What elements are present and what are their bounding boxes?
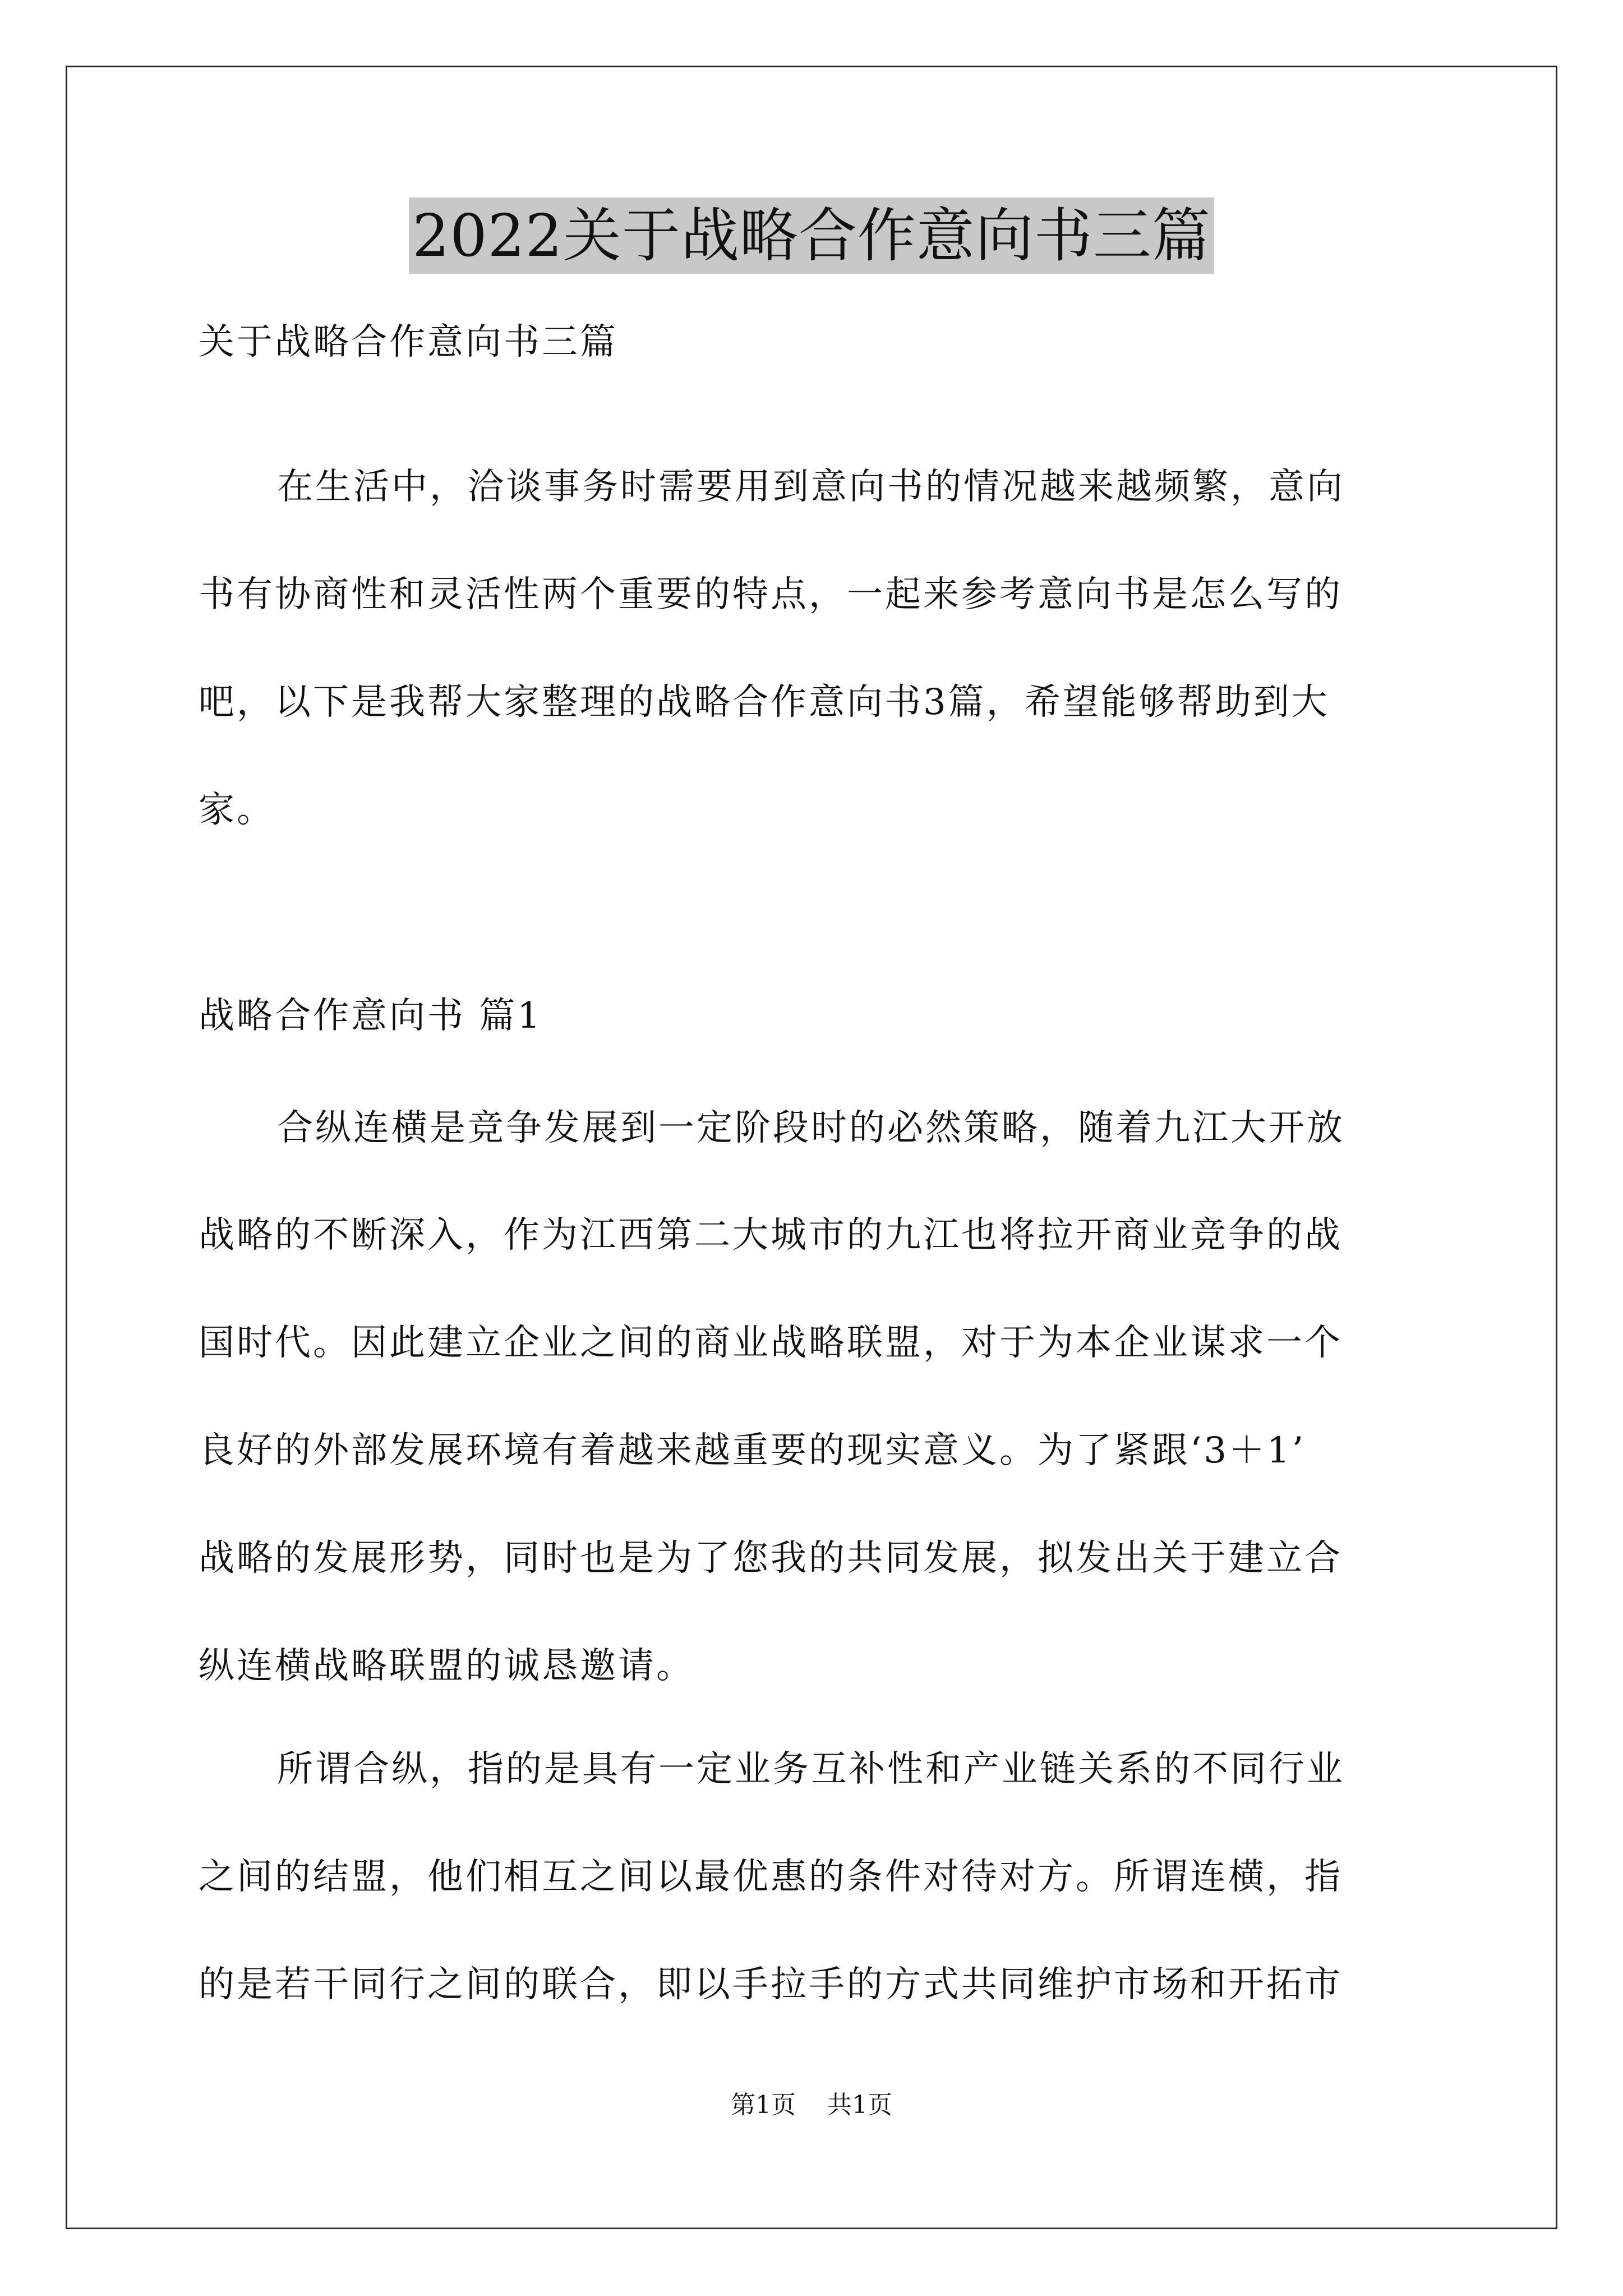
page-footer — [0, 2091, 1623, 2119]
para2-line-2: 之间的结盟，他们相互之间以最优惠的条件对待对方。所谓连横，指 — [199, 1857, 1343, 1897]
intro-line-2: 书有协商性和灵活性两个重要的特点，一起来参考意向书是怎么写的 — [199, 574, 1343, 615]
intro-line-4: 家。 — [199, 790, 275, 830]
para1-line-2: 战略的不断深入，作为江西第二大城市的九江也将拉开商业竞争的战 — [199, 1215, 1343, 1255]
para1-line-5: 战略的发展形势，同时也是为了您我的共同发展，拟发出关于建立合 — [199, 1538, 1343, 1579]
subtitle: 关于战略合作意向书三篇 — [199, 322, 618, 362]
para1-line-1: 合纵连横是竞争发展到一定阶段时的必然策略，随着九江大开放 — [277, 1108, 1345, 1148]
section-heading: 战略合作意向书 篇1 — [199, 996, 543, 1036]
document-title: 2022关于战略合作意向书三篇 — [409, 197, 1214, 274]
para1-line-3: 国时代。因此建立企业之间的商业战略联盟，对于为本企业谋求一个 — [199, 1323, 1343, 1363]
current-page-label: 第1页 — [731, 2091, 796, 2119]
para2-line-3: 的是若干同行之间的联合，即以手拉手的方式共同维护市场和开拓市 — [199, 1964, 1343, 2005]
para1-line-6: 纵连横战略联盟的诚恳邀请。 — [199, 1646, 694, 1686]
intro-line-3: 吧，以下是我帮大家整理的战略合作意向书3篇，希望能够帮助到大 — [199, 682, 1330, 723]
para1-line-4: 良好的外部发展环境有着越来越重要的现实意义。为了紧跟‘3＋1’ — [199, 1430, 1306, 1471]
para2-line-1: 所谓合纵，指的是具有一定业务互补性和产业链关系的不同行业 — [277, 1749, 1345, 1789]
intro-line-1: 在生活中，洽谈事务时需要用到意向书的情况越来越频繁，意向 — [277, 467, 1345, 507]
title-block — [0, 197, 1623, 274]
total-pages-label: 共1页 — [827, 2091, 892, 2119]
